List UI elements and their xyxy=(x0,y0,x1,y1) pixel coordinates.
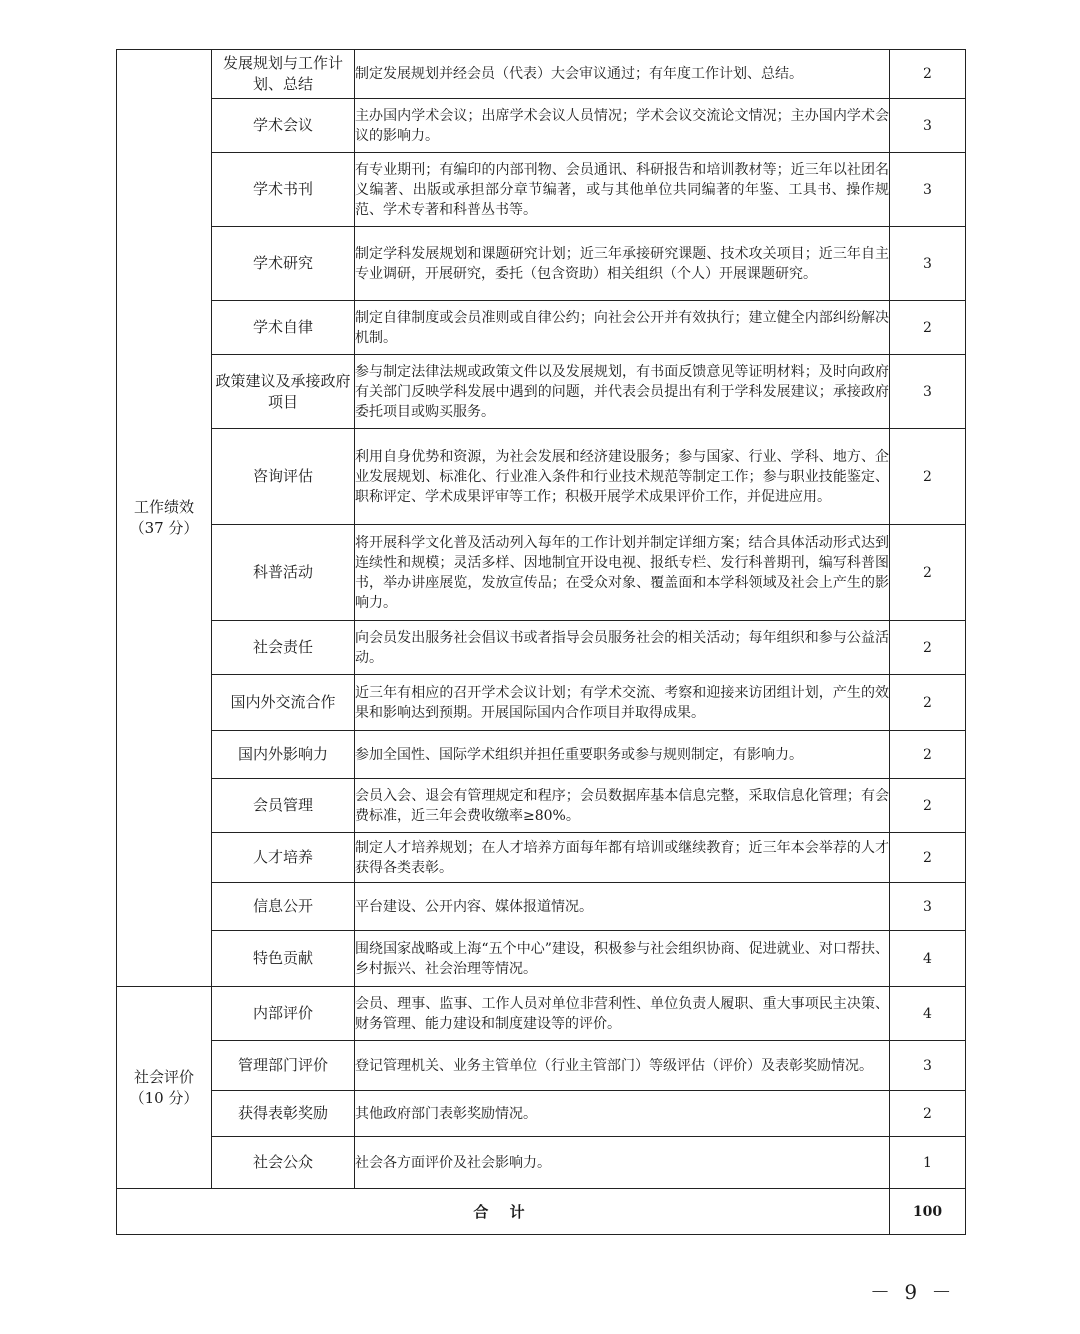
item-description: 近三年有相应的召开学术会议计划；有学术交流、考察和迎接来访团组计划，产生的效果和影响达到预期。开展国际国内合作项目并取得成果。 xyxy=(355,675,890,731)
item-name: 政策建议及承接政府项目 xyxy=(212,355,355,429)
category-cell xyxy=(117,987,212,1189)
item-score: 1 xyxy=(890,1137,966,1189)
item-description: 其他政府部门表彰奖励情况。 xyxy=(355,1091,890,1137)
category-cell xyxy=(117,50,212,987)
item-score: 4 xyxy=(890,931,966,987)
table-row xyxy=(117,1137,966,1189)
item-description: 会员入会、退会有管理规定和程序；会员数据库基本信息完整，采取信息化管理；有会费标准，近三年会费收缴率≥80%。 xyxy=(355,779,890,833)
total-score: 100 xyxy=(890,1189,966,1235)
item-description: 会员、理事、监事、工作人员对单位非营利性、单位负责人履职、重大事项民主决策、财务管理、能力建设和制度建设等的评价。 xyxy=(355,987,890,1041)
item-score: 2 xyxy=(890,50,966,99)
item-description: 参与制定法律法规或政策文件以及发展规划，有书面反馈意见等证明材料；及时向政府有关部门反映学科发展中遇到的问题，并代表会员提出有利于学科发展建议；承接政府委托项目或购买服务。 xyxy=(355,355,890,429)
table-row xyxy=(117,883,966,931)
item-name: 社会责任 xyxy=(212,621,355,675)
table-row xyxy=(117,1091,966,1137)
table-row xyxy=(117,525,966,621)
item-score: 3 xyxy=(890,99,966,153)
page-number: － 9 － xyxy=(870,1280,956,1304)
item-description: 有专业期刊；有编印的内部刊物、会员通讯、科研报告和培训教材等；近三年以社团名义编著、出版或承担部分章节编著，或与其他单位共同编著的年鉴、工具书、操作规范、学术专著和科普丛书等。 xyxy=(355,153,890,227)
item-description: 围绕国家战略或上海“五个中心”建设，积极参与社会组织协商、促进就业、对口帮扶、乡村振兴、社会治理等情况。 xyxy=(355,931,890,987)
item-score: 2 xyxy=(890,731,966,779)
item-score: 2 xyxy=(890,833,966,883)
item-score: 3 xyxy=(890,355,966,429)
item-name: 社会公众 xyxy=(212,1137,355,1189)
table-row xyxy=(117,833,966,883)
total-label: 合 计 xyxy=(117,1189,890,1235)
item-score: 2 xyxy=(890,1091,966,1137)
item-score: 3 xyxy=(890,883,966,931)
item-score: 2 xyxy=(890,525,966,621)
item-name: 学术自律 xyxy=(212,301,355,355)
item-score: 3 xyxy=(890,1041,966,1091)
item-description: 社会各方面评价及社会影响力。 xyxy=(355,1137,890,1189)
item-description: 制定人才培养规划；在人才培养方面每年都有培训或继续教育；近三年本会举荐的人才获得各类表彰。 xyxy=(355,833,890,883)
item-name: 国内外影响力 xyxy=(212,731,355,779)
item-name: 特色贡献 xyxy=(212,931,355,987)
item-description: 登记管理机关、业务主管单位（行业主管部门）等级评估（评价）及表彰奖励情况。 xyxy=(355,1041,890,1091)
item-name: 内部评价 xyxy=(212,987,355,1041)
table-row xyxy=(117,1041,966,1091)
table-row xyxy=(117,153,966,227)
item-score: 3 xyxy=(890,153,966,227)
item-description: 制定发展规划并经会员（代表）大会审议通过；有年度工作计划、总结。 xyxy=(355,50,890,99)
item-name: 国内外交流合作 xyxy=(212,675,355,731)
item-description: 向会员发出服务社会倡议书或者指导会员服务社会的相关活动；每年组织和参与公益活动。 xyxy=(355,621,890,675)
table-row xyxy=(117,621,966,675)
item-name: 获得表彰奖励 xyxy=(212,1091,355,1137)
item-score: 2 xyxy=(890,779,966,833)
item-score: 2 xyxy=(890,675,966,731)
item-score: 2 xyxy=(890,429,966,525)
table-row xyxy=(117,675,966,731)
item-score: 2 xyxy=(890,621,966,675)
item-name: 会员管理 xyxy=(212,779,355,833)
item-description: 主办国内学术会议；出席学术会议人员情况；学术会议交流论文情况；主办国内学术会议的影响力。 xyxy=(355,99,890,153)
score-table-body xyxy=(117,50,966,1235)
table-row xyxy=(117,429,966,525)
table-row xyxy=(117,987,966,1041)
item-name: 发展规划与工作计划、总结 xyxy=(212,50,355,99)
item-score: 2 xyxy=(890,301,966,355)
table-row xyxy=(117,50,966,99)
category-name: 社会评价 xyxy=(133,1067,194,1086)
item-description: 将开展科学文化普及活动列入每年的工作计划并制定详细方案；结合具体活动形式达到连续性和规模；灵活多样、因地制宜开设电视、报纸专栏、发行科普期刊，编写科普图书，举办讲座展览，发放宣传品；在受众对象、覆盖面和本学科领域及社会上产生的影响力。 xyxy=(355,525,890,621)
table-row xyxy=(117,301,966,355)
item-name: 信息公开 xyxy=(212,883,355,931)
item-name: 学术书刊 xyxy=(212,153,355,227)
category-points: （37 分） xyxy=(129,519,199,537)
total-row xyxy=(117,1189,966,1235)
item-description: 制定自律制度或会员准则或自律公约；向社会公开并有效执行；建立健全内部纠纷解决机制。 xyxy=(355,301,890,355)
table-row xyxy=(117,99,966,153)
item-description: 利用自身优势和资源，为社会发展和经济建设服务；参与国家、行业、学科、地方、企业发展规划、标准化、行业准入条件和行业技术规范等制定工作；参与职业技能鉴定、职称评定、学术成果评审等工作；积极开展学术成果评价工作，并促进应用。 xyxy=(355,429,890,525)
evaluation-score-table xyxy=(116,49,966,1235)
item-name: 咨询评估 xyxy=(212,429,355,525)
table-row xyxy=(117,355,966,429)
item-score: 4 xyxy=(890,987,966,1041)
item-description: 制定学科发展规划和课题研究计划；近三年承接研究课题、技术攻关项目；近三年自主专业调研，开展研究，委托（包含资助）相关组织（个人）开展课题研究。 xyxy=(355,227,890,301)
table-row xyxy=(117,227,966,301)
item-name: 学术会议 xyxy=(212,99,355,153)
item-name: 科普活动 xyxy=(212,525,355,621)
table-row xyxy=(117,931,966,987)
item-description: 参加全国性、国际学术组织并担任重要职务或参与规则制定，有影响力。 xyxy=(355,731,890,779)
item-score: 3 xyxy=(890,227,966,301)
table-row xyxy=(117,731,966,779)
item-name: 管理部门评价 xyxy=(212,1041,355,1091)
category-name: 工作绩效 xyxy=(133,498,194,516)
item-name: 学术研究 xyxy=(212,227,355,301)
item-description: 平台建设、公开内容、媒体报道情况。 xyxy=(355,883,890,931)
item-name: 人才培养 xyxy=(212,833,355,883)
category-points: （10 分） xyxy=(129,1088,199,1107)
table-row xyxy=(117,779,966,833)
